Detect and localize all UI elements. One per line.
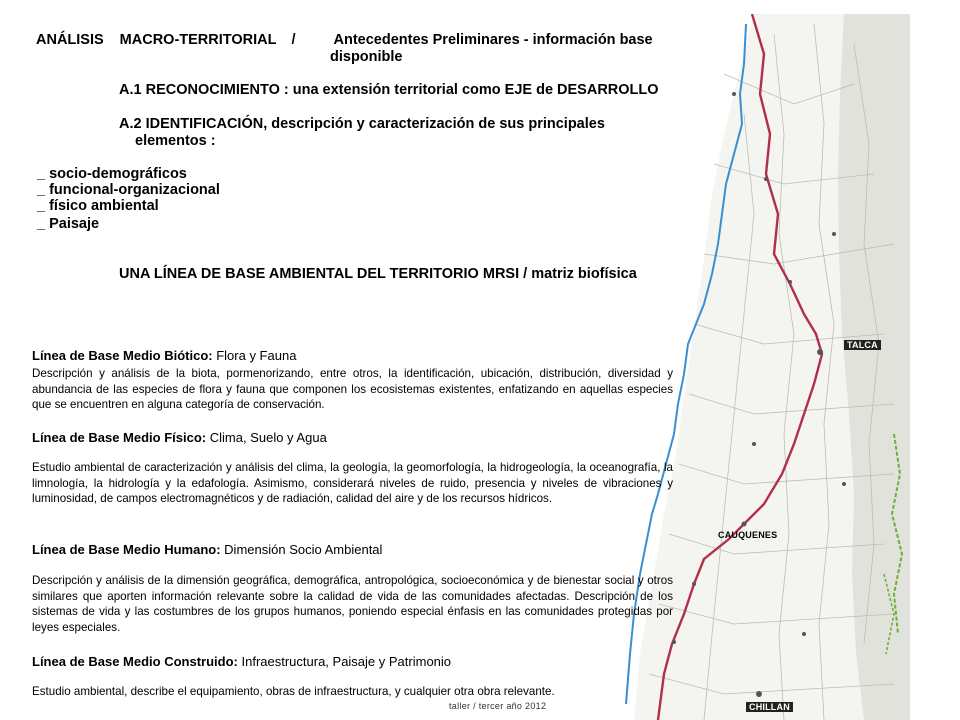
section-a1: A.1 RECONOCIMIENTO : una extensión territorial como EJE de DESARROLLO [119, 82, 659, 98]
header-disponible: disponible [330, 49, 403, 65]
header-line1 [36, 32, 653, 49]
header-antecedentes: Antecedentes Preliminares - información base [333, 32, 653, 48]
section-construido-heading: Línea de Base Medio Construido: [32, 654, 238, 669]
map-label-talca: TALCA [844, 340, 881, 350]
element-fisico: _ físico ambiental [37, 198, 159, 214]
section-construido-subtitle: Infraestructura, Paisaje y Patrimonio [241, 654, 452, 669]
section-humano-subtitle: Dimensión Socio Ambiental [224, 542, 383, 557]
section-biotico-heading: Línea de Base Medio Biótico: [32, 348, 213, 363]
section-humano-heading: Línea de Base Medio Humano: [32, 542, 221, 557]
element-socio: _ socio-demográficos [37, 166, 187, 182]
section-biotico-subtitle: Flora y Fauna [216, 348, 297, 363]
section-fisico-body: Estudio ambiental de caracterización y análisis del clima, la geología, la geomorfología, la hidrogeología, la oceanografía, la limnología, la hidrología y la edafología. Asimismo, considerará niveles de ruido, presencia y niveles de vibraciones y luminosidad, de campos electromagnéticos y de radiación, calidad del aire y de los recursos hídricos. [32, 461, 673, 506]
section-fisico-subtitle: Clima, Suelo y Agua [209, 430, 327, 445]
section-biotico-title [32, 348, 296, 364]
baseline-title: UNA LÍNEA DE BASE AMBIENTAL DEL TERRITORIO MRSI / matriz biofísica [119, 266, 637, 282]
section-a2-line2: elementos : [135, 133, 216, 149]
map-label-cauquenes: CAUQUENES [718, 530, 778, 540]
section-fisico-title [32, 430, 327, 446]
header-macro: MACRO-TERRITORIAL [119, 32, 277, 48]
section-humano-body: Descripción y análisis de la dimensión geográfica, demográfica, antropológica, socioeconómica y de bienestar social y otros similares que aporten información relevante sobre la calidad de vida de las comunidades afectadas. Descripción de los sistemas de vida y las costumbres de los grupos humanos, poniendo especial énfasis en las comunidades protegidas por leyes especiales. [32, 574, 673, 634]
element-paisaje: _ Paisaje [37, 216, 100, 232]
map-label-chillan: CHILLAN [746, 702, 793, 712]
section-fisico-heading: Línea de Base Medio Físico: [32, 430, 207, 445]
header-separator: / [291, 32, 296, 48]
section-construido-body: Estudio ambiental, describe el equipamiento, obras de infraestructura, y cualquier otra obra relevante. [32, 685, 555, 698]
header-analisis: ANÁLISIS [36, 32, 104, 48]
mountain-band [838, 14, 910, 720]
section-humano-title [32, 542, 382, 558]
element-funcional: _ funcional-organizacional [37, 182, 220, 198]
footer-note: taller / tercer año 2012 [449, 701, 547, 711]
section-biotico-body: Descripción y análisis de la biota, pormenorizando, entre otros, la identificación, ubicación, distribución, diversidad y abundancia de las especies de flora y fauna que componen los ecosistemas existentes, enfatizando en aquellas especies que se encuentren en alguna categoría de conservación. [32, 367, 673, 412]
section-construido-title [32, 654, 451, 670]
section-a2-line1: A.2 IDENTIFICACIÓN, descripción y caracterización de sus principales [119, 116, 605, 132]
